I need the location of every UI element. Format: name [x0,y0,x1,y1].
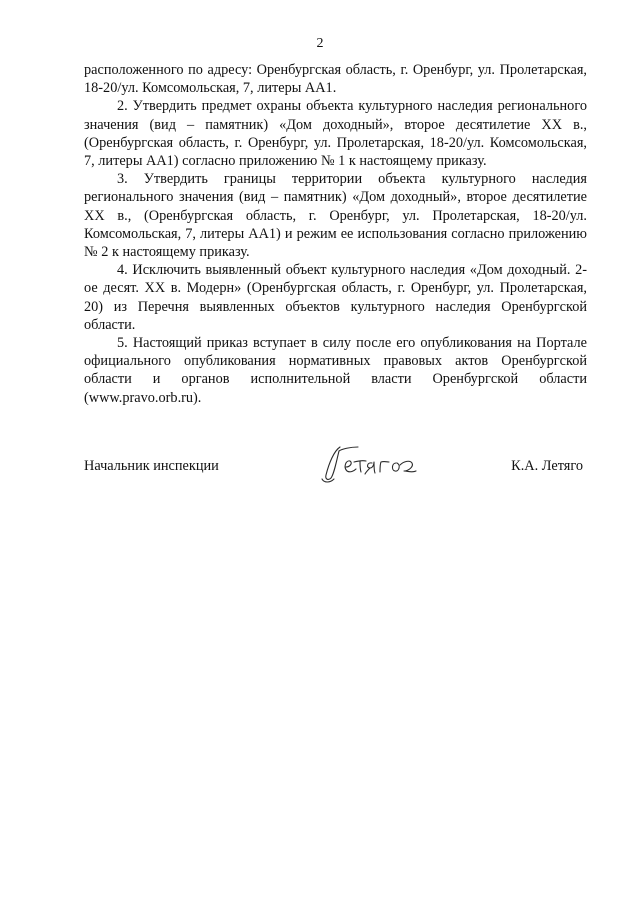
paragraph-4: 4. Исключить выявленный объект культурного наследия «Дом доходный. 2-ое десят. XX в. Модерн» (Оренбургская область, г. Оренбург, ул. Пролетарская, 20) из Перечня выявленных объектов культурного наследия Оренбургской области. [84,262,587,333]
paragraph-5: 5. Настоящий приказ вступает в силу после его опубликования на Портале официального опубликования нормативных правовых актов Оренбургской области и органов исполнительной власти Оренбургской области (www.pravo.orb.ru). [84,335,587,406]
signer-name: К.А. Летяго [511,458,583,474]
handwritten-signature [320,441,424,487]
signature-block [84,449,587,489]
paragraph-1-continuation: расположенного по адресу: Оренбургская область, г. Оренбург, ул. Пролетарская, 18-20/ул. Комсомольская, 7, литеры АА1. [84,62,587,97]
document-body [84,61,587,407]
paragraph-2: 2. Утвердить предмет охраны объекта культурного наследия регионального значения (вид – памятник) «Дом доходный», второе десятилетие XX в., (Оренбургская область, г. Оренбург, ул. Пролетарская, 18-20/ул. Комсомольская, 7, литеры АА1) согласно приложению № 1 к настоящему приказу. [84,98,587,170]
paragraph-3: 3. Утвердить границы территории объекта культурного наследия регионального значения (вид – памятник) «Дом доходный», второе десятилетие XX в., (Оренбургская область, г. Оренбург, ул. Пролетарская, 18-20/ул. Комсомольская, 7, литеры АА1) и режим ее использования согласно приложению № 2 к настоящему приказу. [84,171,587,261]
page-number: 2 [316,36,324,51]
signer-position: Начальник инспекции [84,458,219,474]
